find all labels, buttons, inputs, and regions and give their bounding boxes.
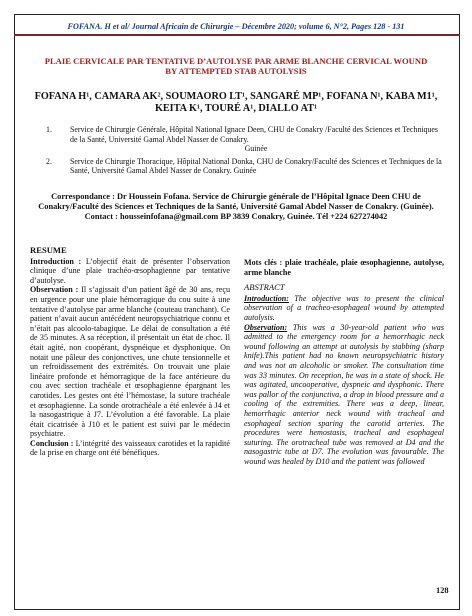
header-rule — [14, 34, 460, 36]
article-title: PLAIE CERVICALE PAR TENTATIVE D’AUTOLYSE PAR ARME BLANCHE CERVICAL WOUND BY ATTEMPTED STAB AUTOLYSIS — [44, 56, 428, 76]
affiliation-country: Guinée — [244, 144, 268, 154]
resume-intro-label: Introduction : — [30, 256, 82, 266]
affiliation-text: Service de Chirurgie Thoracique, Hôpital National Donka, CHU de Conakry/Faculté des Sciences et Techniques de la Santé, Université Gamal Abdel Nasser de Conakry. Guinée — [70, 156, 442, 176]
affiliation-item — [46, 125, 442, 154]
keywords: Mots clés : plaie trachéale, plaie œsophagienne, autolyse, arme blanche — [244, 258, 444, 277]
resume-column — [30, 246, 230, 458]
abstract-obs-label: Observation: — [244, 322, 288, 332]
abstract-heading: ABSTRACT — [244, 282, 285, 293]
affiliation-number: 1. — [46, 125, 52, 134]
resume-conclusion — [30, 439, 230, 458]
resume-heading: RESUME — [30, 245, 67, 255]
abstract-introduction — [244, 294, 444, 323]
resume-obs-text: Il s’agissait d’un patient âgé de 30 ans, reçu en urgence pour une plaie hémorragique du cou suite à une tentative d’autolyse par arme blanche (couteau tranchant). Ce patient n’avait aucun antécédent neuropsychiatrique connu et n’était pas alcoolo-tabagique. Le délai de consultation a été de 35 minutes. A sa réception, il présentait un état de choc. Il était agité, non coopérant, dyspnéique et dysphonique. On notait une pâleur des conjonctives, une chute tensionnelle et un refroidissement des extrémités. On trouvait une plaie linéaire profonde et hémorragique de la face antérieure du cou avec section trachéale et œsophagienne épargnant les carotides. Les gestes ont été l’hémostase, la suture trachéale et œsophagienne. La sonde orotrachéale a été enlevée à J4 et la nasogastrique à J7. L’évolution a été favorable. La plaie était cicatrisée à J10 et le patient est suivi par le médecin psychiatre. — [30, 285, 231, 439]
affiliation-list — [46, 125, 442, 179]
abstract-intro-label: Introduction: — [244, 293, 289, 303]
affiliation-number: 2. — [46, 156, 52, 166]
journal-header: FOFANA. H et al/ Journal Africain de Chirurgie – Décembre 2020; volume 6, N°2, Pages 128 - 131 — [67, 22, 405, 31]
resume-concl-text: L’intégrité des vaisseaux carotides et la rapidité de la prise en charge ont été bénéfiques. — [30, 438, 231, 458]
abstract-obs-text: This was a 30-year-old patient who was admitted to the emergency room for a hemorrhagic neck wound following an attempt at autolysis by stabbing (sharp knife).This patient had no known neuropsychiatric history and was not an alcoholic or smoker. The consultation time was 33 minutes. On reception, he was in a state of shock. He was agitated, uncooperative, dyspneic and dysphonic. There was pallor of the conjunctiva, a drop in blood pressure and a cooling of the extremities. There was a deep, linear, hemorrhagic anterior neck wound with tracheal and esophageal section sparing the carotid arteries. The procedures were hemostasis, tracheal and esophageal suturing. The orotracheal tube was removed at D4 and the nasogastric tube at D7. The evolution was favourable. The wound was healed by D10 and the patient was followed — [244, 322, 444, 466]
affiliation-item — [46, 157, 442, 176]
abstract-intro-text: The objective was to present the clinical observation of a tracheo-esophageal wound by attempted autolysis. — [244, 293, 444, 322]
resume-intro-text: L’objectif était de présenter l’observation clinique d’une plaie trachéo-œsophagienne par tentative d’autolyse. — [30, 256, 230, 285]
resume-observation — [30, 285, 230, 439]
author-list: FOFANA H¹, CAMARA AK², SOUMAORO LT¹, SANGARÉ MP¹, FOFANA N¹, KABA M1¹, KEITA K¹, TOURÉ A¹, DIALLO AT¹ — [34, 91, 438, 114]
correspondence: Correspondance : Dr Houssein Fofana. Service de Chirurgie générale de l’Hôpital Ignace Deen CHU de Conakry/Faculté des Sciences et Techniques de la Santé, Université Gamal Abdel Nasser de Conakry. (Guinée). Contact : housseinfofana@gmail.com BP 3839 Conakry, Guinée. Tél +224 627274042 — [38, 192, 434, 221]
resume-introduction — [30, 257, 230, 286]
resume-obs-label: Observation : — [30, 285, 79, 295]
abstract-observation — [244, 323, 444, 467]
affiliation-text: Service de Chirurgie Générale, Hôpital National Ignace Deen, CHU de Conakry /Faculté des Sciences et Techniques de la Santé, Université Gamal Abdel Nasser de Conakry. — [70, 125, 438, 144]
resume-concl-label: Conclusion : — [30, 438, 74, 448]
page-number: 128 — [436, 586, 449, 595]
abstract-column — [244, 258, 444, 466]
